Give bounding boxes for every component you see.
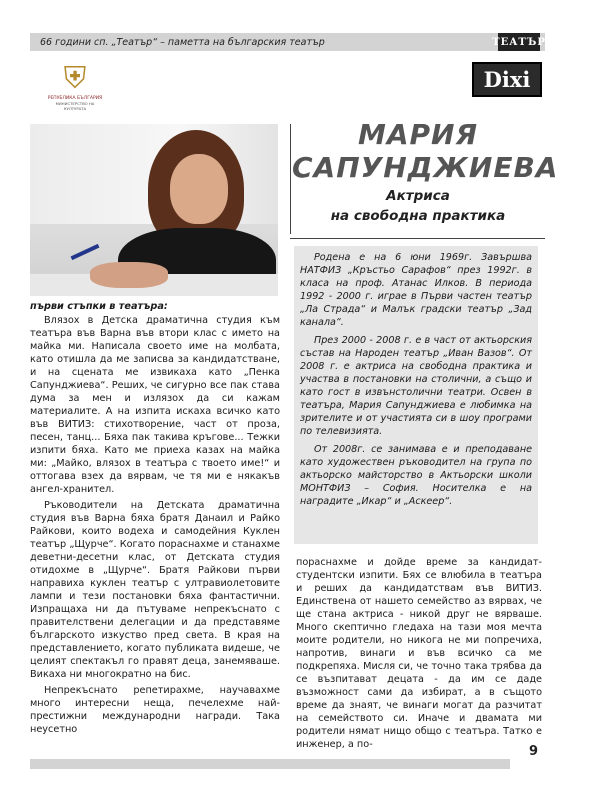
title-divider-vertical [290,124,291,234]
title-last-name: САПУНДЖИЕВА [292,151,559,184]
article-subtitle [292,186,544,226]
bio-paragraph: През 2000 - 2008 г. е в част от актьорския състав на Народен театър „Иван Вазов“. От 2008 г. е актриса на свободна практика и участва в постановки на столични, а също и като гост в извънстолични театри. Освен в театъра, Мария Сапунджиева е любимка на зрителите и от участията си в шоу програми по телевизията. [300,335,532,437]
bio-paragraph: От 2008г. се занимава е и преподаване като художествен ръководител на група по актьорско майсторство в Актьорски школи МОНТФИЗ – София. Носителка е на наградите „Икар“ и „Аскеер“. [300,444,532,507]
portrait-photo [30,124,278,296]
bio-box [294,246,538,544]
interview-paragraph: Влязох в Детска драматична студия към театъра във Варна във втори клас с името на майка ми. Написала своето име на молбата, като отишла да ме записва за кандидатстване, и на сцената ме извикаха като „Пенка Сапунджиева“. Реших, че сигурно все пак става дума за мен и излязох да си кажам материалите. А на изпита искаха всичко като във ВИТИЗ: стихотворение, част от проза, песен, танц... Бяха пак такива кръгове... Тежки изпити бяха. Като ме приеха казах на майка ми: „Майко, влязох в театъра с твоето име!“ и оттогава взех да вярвам, че тя ми е някакъв ангел-хранител. [30,315,280,495]
article-title [292,118,559,184]
interview-paragraph: Непрекъснато репетирахме, научавахме много интересни неща, печелехме най-престижни международни награди. Така неусетно [30,685,280,735]
ministry-crest [45,62,105,120]
interview-column-left [30,300,280,739]
interview-continuation: пораснахме и дойде време за кандидат-студентски изпити. Бях се влюбила в театъра и реших да кандидатствам във ВИТИЗ. Единствена от нашето семейство аз вярвах, че ще стана актриса - никой друг не вярваше. Много скептично гледаха на тази моя мечта моите родители, но никога не ми попречиха, напротив, винаги и във всичко са ме подкрепяха. Мисля си, че точно така трябва да се възпитават децата - да им се даде възможност сами да избират, а в същото време да знаят, че винаги могат да разчитат на семейството си. Иначе и двамата ми родители нямат нищо общо с театъра. Татко е инженер, а по- [296,557,542,750]
title-first-name: МАРИЯ [357,118,479,151]
subtitle-line-1: Актриса [386,188,450,204]
interview-column-right [296,556,542,751]
rubric-badge: Dixi [472,62,542,97]
coat-of-arms-icon: ⛨ [63,61,87,96]
crest-caption-ministry: МИНИСТЕРСТВО НА КУЛТУРАТА [55,101,95,111]
running-title: 66 години сп. „Театър“ – паметта на българския театър [40,36,325,48]
subtitle-line-2: на свободна практика [330,208,506,224]
crest-caption-country: РЕПУБЛИКА БЪЛГАРИЯ [47,96,103,101]
interview-paragraph: Ръководители на Детската драматична студия във Варна бяха братя Данаил и Райко Райкови, които водеха и самодейния Куклен театър „Щурче“. Когато пораснахме и станахме деветни-десетни клас, от Детската студия отидохме в „Щурче“. Братя Райкови първи направиха куклен театър с ултравиолетовите лампи и тези постановки бяха фантастични. Изпращаха ни да пътуваме непрекъснато с правителствени делегации и да представяме българското изкуство пред света. В края на представлението, когато публиката видеше, че целият спектакъл го правят деца, занемяваше. Викаха ни многократно на бис. [30,500,280,680]
magazine-masthead: ТЕАТЪР [498,33,540,51]
title-divider-horizontal [290,238,545,239]
page-number: 9 [528,744,538,759]
footer-bar [30,759,510,769]
running-header-bar [30,33,545,51]
interview-lead-question: първи стъпки в театъра: [30,301,168,312]
bio-paragraph: Родена е на 6 юни 1969г. Завършва НАТФИЗ „Кръстьо Сарафов“ през 1992г. в класа на проф. Атанас Илков. В периода 1992 - 2000 г. играе в Първи частен театър „Ла Страда“ и Малък градски театър „Зад канала“. [300,252,532,328]
